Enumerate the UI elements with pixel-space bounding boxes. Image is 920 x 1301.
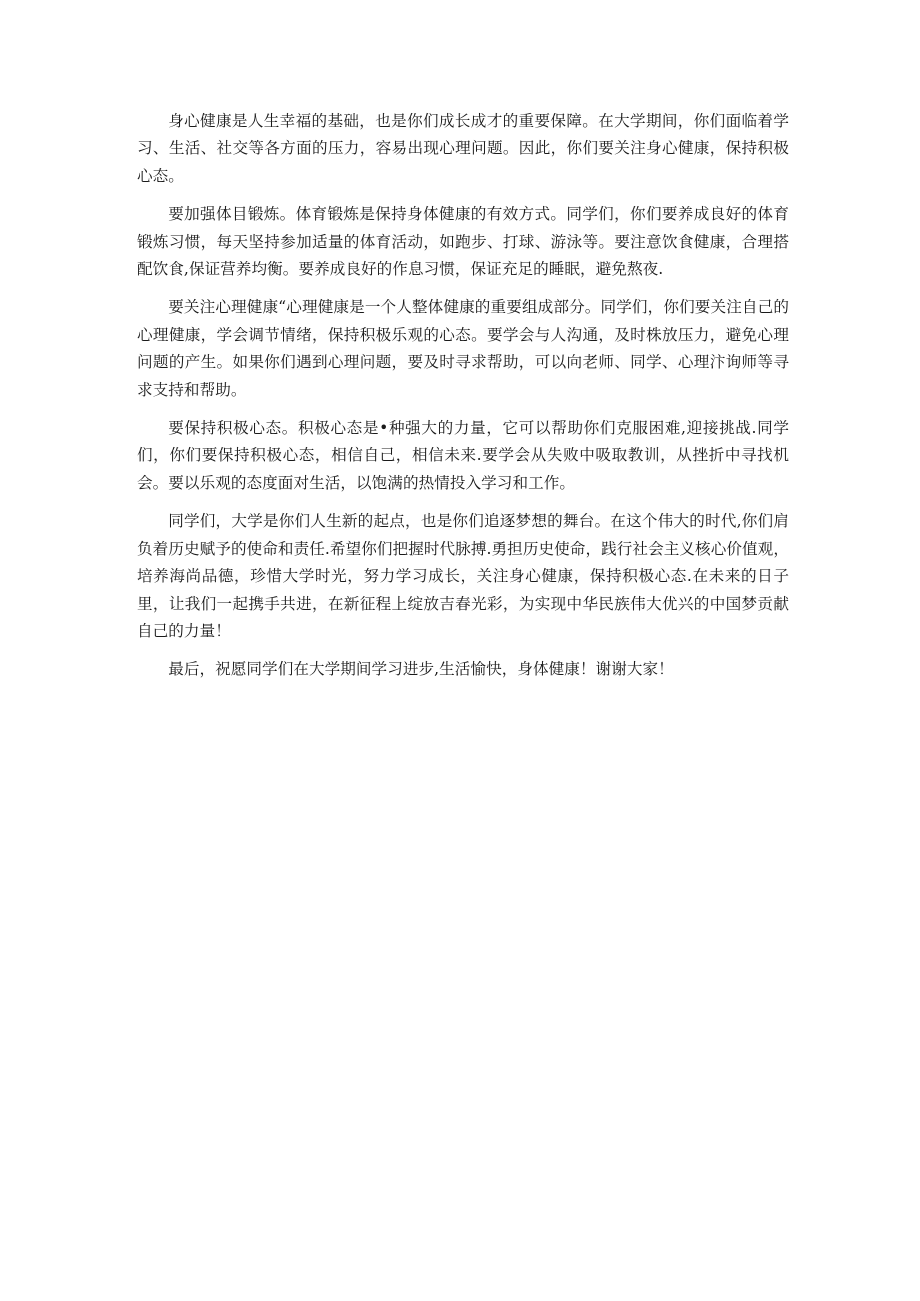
paragraph-mental-health: 要关注心理健康“心理健康是一个人整体健康的重要组成部分。同学们，你们要关注自己的心理健康，学会调节情绪，保持积极乐观的心态。要学会与人沟通，及时株放压力，避免心理问题的产生。如果你们遇到心理问题，要及时寻求帮助，可以向老师、同学、心理汴询师等寻求支持和帮助。: [137, 298, 789, 399]
document-body: [137, 108, 789, 695]
paragraph-physical-exercise: 要加强体目锻炼。体育锻炼是保持身体健康的有效方式。同学们，你们要养成良好的体育锻炼习惯，每天坚持参加适量的体育活动，如跑步、打球、游泳等。要注意饮食健康，合理搭配饮食,保证营养均衡。要养成良好的作息习惯，保证充足的睡眠，避免熬夜.: [137, 205, 789, 279]
paragraph-health-foundation: 身心健康是人生幸福的基础，也是你们成长成才的重要保障。在大学期间，你们面临着学习、生活、社交等各方面的压力，容易出现心理问题。因此，你们要关注身心健康，保持积极心态。: [137, 112, 789, 185]
paragraph-positive-attitude: 要保持积极心态。积极心态是•种强大的力量，它可以帮助你们克服困难,迎接挑战.同学们，你们要保持积极心态，相信自己，相信未来.要学会从失败中吸取教训，从挫折中寻找机会。要以乐观的态度面对生活，以饱满的热情投入学习和工作。: [137, 419, 789, 492]
paragraph-closing-wishes: 最后，祝愿同学们在大学期间学习进步,生活愉快，身体健康！谢谢大家！: [168, 660, 674, 679]
paragraph-new-starting-point: 同学们，大学是你们人生新的起点，也是你们追逐梦想的舞台。在这个伟大的时代,你们肩负着历史赋予的使命和责任.希望你们把握时代脉搏.勇担历史使命，践行社会主义核心价值观，培养海尚品德，珍惜大学时光，努力学习成长，关注身心健康，保持积极心态.在未来的日子里，让我们一起携手共进，在新征程上绽放吉春光彩，为实现中华民族伟大优兴的中国梦贡献自己的力量！: [137, 512, 789, 640]
